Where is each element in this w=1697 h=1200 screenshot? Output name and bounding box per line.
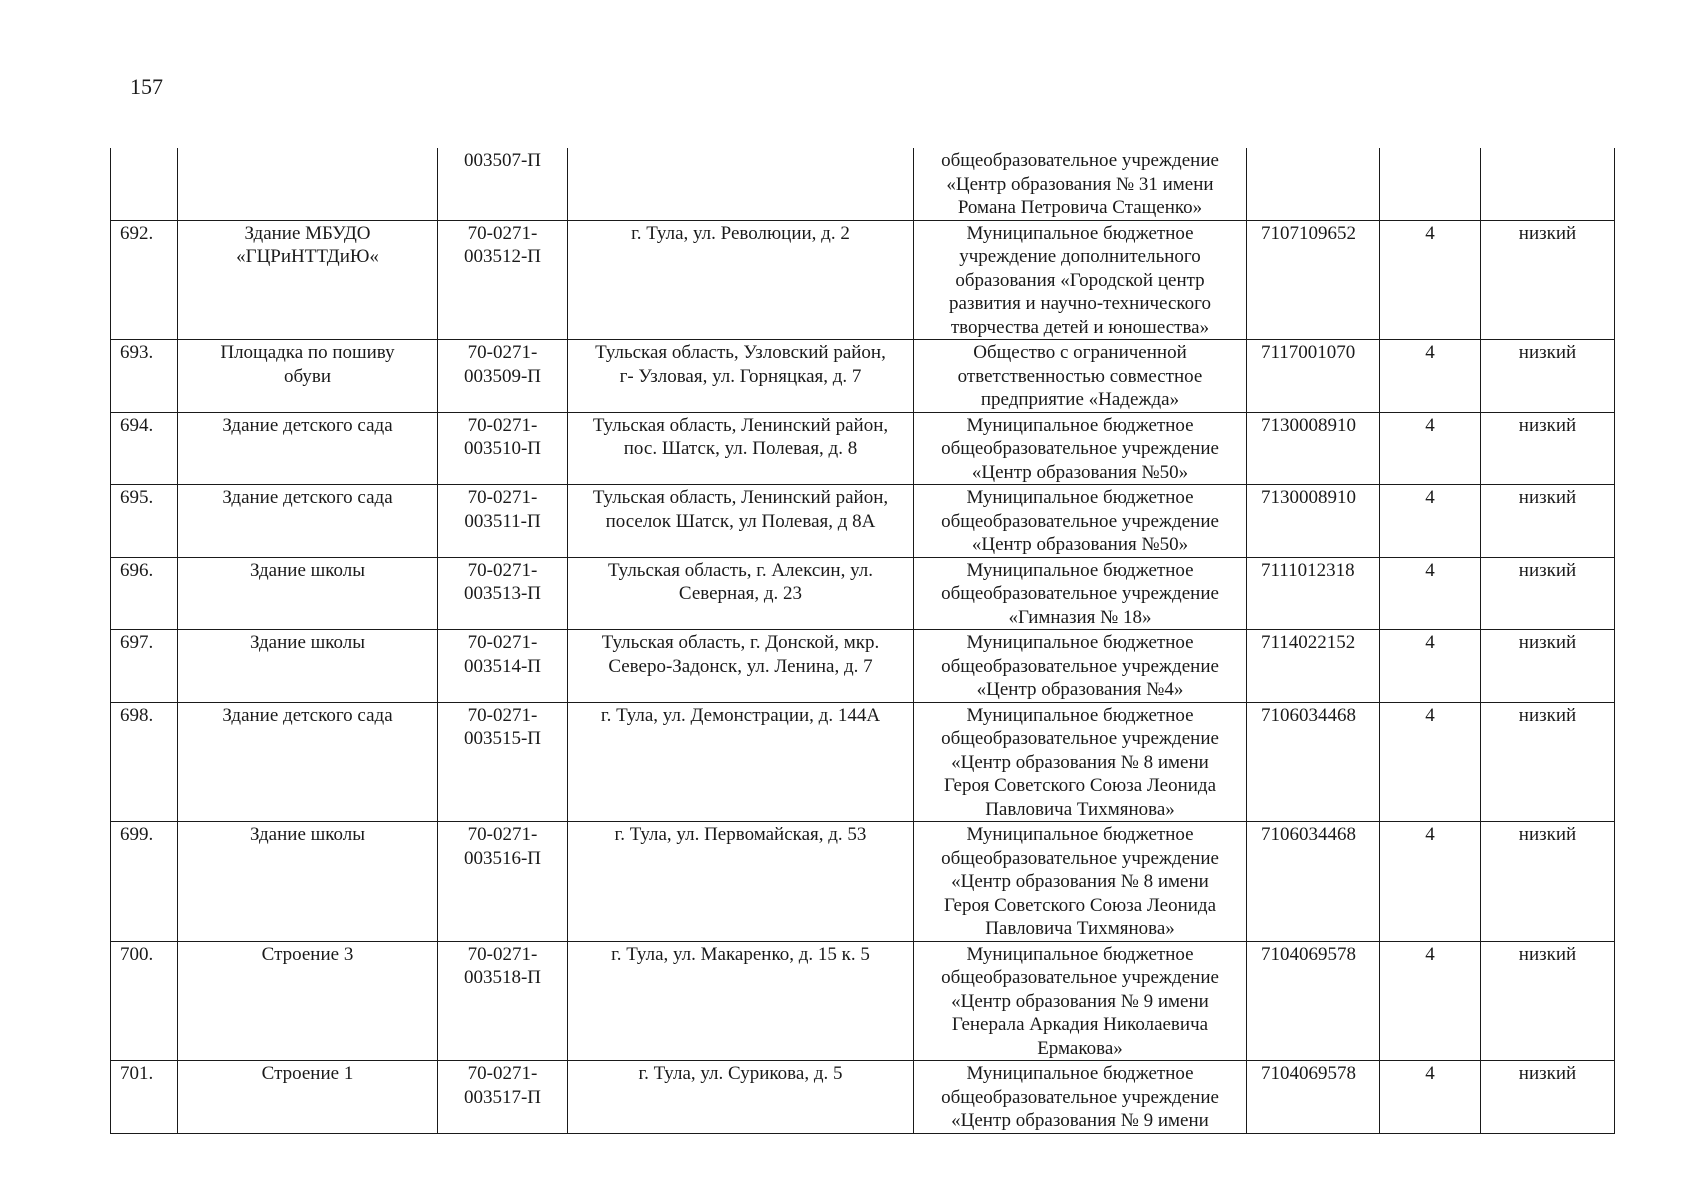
object-code-line: 70-0271- bbox=[467, 342, 538, 363]
organization-name-line: «Центр образования № 8 имени bbox=[951, 871, 1209, 892]
organization-name-line: ответственностью совместное bbox=[957, 365, 1203, 387]
organization-name-line: общеобразовательное учреждение bbox=[941, 510, 1219, 532]
object-name-cell bbox=[178, 485, 438, 558]
object-name-line: «ГЦРиНТТДиЮ« bbox=[236, 246, 379, 267]
object-address-line: Тульская область, Ленинский район, bbox=[592, 487, 889, 508]
object-code-line: 003515-П bbox=[463, 728, 542, 749]
object-code-line: 70-0271- bbox=[467, 824, 538, 845]
object-code-line: 003514-П bbox=[463, 655, 542, 677]
organization-name-cell bbox=[914, 557, 1247, 630]
inn-cell bbox=[1247, 148, 1380, 220]
object-code-cell bbox=[438, 412, 568, 485]
organization-name-line: Муниципальное бюджетное bbox=[966, 222, 1194, 244]
organization-name-cell bbox=[914, 412, 1247, 485]
risk-level-cell: низкий bbox=[1481, 630, 1615, 703]
organization-name-cell bbox=[914, 630, 1247, 703]
object-code-cell bbox=[438, 941, 568, 1061]
row-number-cell: 694. bbox=[111, 412, 178, 485]
object-name-line: обуви bbox=[283, 365, 332, 387]
registry-table-body bbox=[111, 148, 1615, 1133]
inn-cell: 7114022152 bbox=[1247, 630, 1380, 703]
organization-name-line: «Центр образования № 9 имени bbox=[951, 1110, 1209, 1131]
object-name-line: Здание школы bbox=[249, 632, 366, 653]
row-number-cell: 699. bbox=[111, 822, 178, 942]
table-row bbox=[111, 822, 1615, 942]
object-address-cell bbox=[568, 941, 914, 1061]
object-code-line: 70-0271- bbox=[467, 632, 538, 653]
object-address-line: Северо-Задонск, ул. Ленина, д. 7 bbox=[608, 655, 873, 677]
organization-name-line: общеобразовательное учреждение bbox=[941, 438, 1219, 459]
object-code-cell bbox=[438, 630, 568, 703]
risk-category-cell bbox=[1380, 148, 1481, 220]
inn-cell: 7106034468 bbox=[1247, 822, 1380, 942]
row-number-cell: 700. bbox=[111, 941, 178, 1061]
organization-name-line: Муниципальное бюджетное bbox=[966, 1063, 1194, 1084]
object-address-cell bbox=[568, 630, 914, 703]
object-name-line: Здание детского сада bbox=[222, 487, 393, 508]
object-address-line: Северная, д. 23 bbox=[678, 583, 803, 604]
object-address-cell bbox=[568, 485, 914, 558]
risk-level-cell bbox=[1481, 148, 1615, 220]
object-name-cell bbox=[178, 702, 438, 822]
organization-name-cell bbox=[914, 220, 1247, 340]
row-number-cell: 697. bbox=[111, 630, 178, 703]
organization-name-line: общеобразовательное учреждение bbox=[941, 655, 1219, 677]
organization-name-line: Павловича Тихмянова» bbox=[985, 798, 1175, 820]
organization-name-cell bbox=[914, 340, 1247, 413]
object-code-cell bbox=[438, 1061, 568, 1134]
organization-name-line: «Центр образования № 31 имени bbox=[946, 173, 1214, 195]
table-row bbox=[111, 220, 1615, 340]
object-code-cell bbox=[438, 822, 568, 942]
object-address-line: г. Тула, ул. Революции, д. 2 bbox=[631, 222, 850, 244]
object-address-line: Тульская область, г. Алексин, ул. bbox=[608, 559, 873, 581]
organization-name-line: Ермакова» bbox=[1037, 1037, 1123, 1059]
risk-category-cell: 4 bbox=[1380, 630, 1481, 703]
object-address-cell bbox=[568, 702, 914, 822]
organization-name-line: предприятие «Надежда» bbox=[980, 389, 1180, 410]
inn-cell: 7130008910 bbox=[1247, 485, 1380, 558]
organization-name-cell bbox=[914, 485, 1247, 558]
risk-level-cell: низкий bbox=[1481, 220, 1615, 340]
inn-cell: 7111012318 bbox=[1247, 557, 1380, 630]
organization-name-line: общеобразовательное учреждение bbox=[941, 583, 1219, 604]
object-code-cell bbox=[438, 148, 568, 220]
object-code-line: 003517-П bbox=[463, 1086, 542, 1108]
risk-category-cell: 4 bbox=[1380, 1061, 1481, 1134]
risk-level-cell: низкий bbox=[1481, 702, 1615, 822]
organization-name-line: образования «Городской центр bbox=[955, 269, 1205, 291]
risk-level-cell: низкий bbox=[1481, 340, 1615, 413]
object-address-cell bbox=[568, 340, 914, 413]
row-number-cell: 696. bbox=[111, 557, 178, 630]
row-number-cell bbox=[111, 148, 178, 220]
row-number-cell: 698. bbox=[111, 702, 178, 822]
organization-name-line: «Гимназия № 18» bbox=[1008, 606, 1152, 628]
table-row bbox=[111, 340, 1615, 413]
object-name-cell bbox=[178, 822, 438, 942]
organization-name-line: общеобразовательное учреждение bbox=[941, 1086, 1219, 1108]
organization-name-line: Павловича Тихмянова» bbox=[985, 918, 1175, 939]
organization-name-cell bbox=[914, 1061, 1247, 1134]
object-address-cell bbox=[568, 1061, 914, 1134]
object-address-line: г- Узловая, ул. Горняцкая, д. 7 bbox=[619, 365, 862, 387]
object-code-line: 003511-П bbox=[464, 510, 541, 532]
risk-level-cell: низкий bbox=[1481, 412, 1615, 485]
object-code-line: 003509-П bbox=[463, 365, 542, 387]
object-name-line: Площадка по пошиву bbox=[220, 342, 395, 363]
object-address-cell bbox=[568, 557, 914, 630]
risk-category-cell: 4 bbox=[1380, 702, 1481, 822]
organization-name-line: творчества детей и юношества» bbox=[950, 316, 1210, 338]
object-name-line: Здание детского сада bbox=[222, 414, 393, 436]
table-row bbox=[111, 702, 1615, 822]
organization-name-line: Общество с ограниченной bbox=[973, 342, 1187, 363]
organization-name-line: общеобразовательное учреждение bbox=[941, 150, 1219, 171]
organization-name-line: Генерала Аркадия Николаевича bbox=[951, 1014, 1209, 1035]
object-code-line: 003516-П bbox=[463, 847, 542, 869]
table-row bbox=[111, 1061, 1615, 1134]
object-address-line: пос. Шатск, ул. Полевая, д. 8 bbox=[623, 438, 858, 459]
object-code-line: 70-0271- bbox=[467, 559, 538, 581]
risk-category-cell: 4 bbox=[1380, 557, 1481, 630]
object-code-line: 70-0271- bbox=[467, 1063, 538, 1084]
object-address-cell bbox=[568, 220, 914, 340]
row-number-cell: 701. bbox=[111, 1061, 178, 1134]
risk-level-cell: низкий bbox=[1481, 557, 1615, 630]
object-name-cell bbox=[178, 220, 438, 340]
organization-name-line: развития и научно-технического bbox=[949, 293, 1211, 314]
object-name-line: Строение 3 bbox=[261, 943, 354, 965]
object-name-cell bbox=[178, 941, 438, 1061]
table-row bbox=[111, 412, 1615, 485]
object-address-line: Тульская область, Ленинский район, bbox=[592, 414, 889, 436]
object-address-line: Тульская область, г. Донской, мкр. bbox=[601, 632, 880, 653]
object-address-line: г. Тула, ул. Макаренко, д. 15 к. 5 bbox=[611, 943, 870, 965]
organization-name-line: учреждение дополнительного bbox=[959, 246, 1201, 267]
page-number: 157 bbox=[130, 74, 163, 99]
inn-cell: 7104069578 bbox=[1247, 941, 1380, 1061]
object-address-line: г. Тула, ул. Сурикова, д. 5 bbox=[638, 1063, 843, 1084]
object-name-cell bbox=[178, 148, 438, 220]
object-name-cell bbox=[178, 340, 438, 413]
object-code-line: 003510-П bbox=[463, 438, 542, 459]
object-name-line: Здание МБУДО bbox=[244, 222, 371, 244]
risk-category-cell: 4 bbox=[1380, 340, 1481, 413]
object-code-line: 70-0271- bbox=[467, 222, 538, 244]
risk-level-cell: низкий bbox=[1481, 822, 1615, 942]
organization-name-line: «Центр образования №50» bbox=[971, 461, 1189, 483]
object-code-line: 70-0271- bbox=[467, 487, 538, 508]
object-address-line: поселок Шатск, ул Полевая, д 8А bbox=[605, 510, 876, 532]
organization-name-cell bbox=[914, 702, 1247, 822]
organization-name-line: Муниципальное бюджетное bbox=[966, 943, 1194, 965]
organization-name-line: Героя Советского Союза Леонида bbox=[943, 775, 1217, 796]
object-address-line: Тульская область, Узловский район, bbox=[595, 342, 886, 363]
object-address-cell bbox=[568, 822, 914, 942]
object-code-line: 003507-П bbox=[463, 150, 542, 171]
organization-name-line: «Центр образования № 9 имени bbox=[951, 990, 1209, 1012]
organization-name-cell bbox=[914, 148, 1247, 220]
object-address-cell bbox=[568, 148, 914, 220]
object-code-line: 70-0271- bbox=[467, 704, 538, 726]
object-code-cell bbox=[438, 220, 568, 340]
table-row bbox=[111, 485, 1615, 558]
inn-cell: 7130008910 bbox=[1247, 412, 1380, 485]
object-name-cell bbox=[178, 1061, 438, 1134]
organization-name-line: «Центр образования № 8 имени bbox=[951, 751, 1209, 773]
organization-name-cell bbox=[914, 822, 1247, 942]
object-address-cell bbox=[568, 412, 914, 485]
organization-name-line: Муниципальное бюджетное bbox=[966, 559, 1194, 581]
object-name-cell bbox=[178, 412, 438, 485]
organization-name-line: Муниципальное бюджетное bbox=[966, 632, 1194, 653]
organization-name-line: Муниципальное бюджетное bbox=[966, 414, 1194, 436]
table-row bbox=[111, 630, 1615, 703]
object-code-line: 003513-П bbox=[463, 583, 542, 604]
inn-cell: 7107109652 bbox=[1247, 220, 1380, 340]
organization-name-line: Романа Петровича Стащенко» bbox=[957, 197, 1203, 218]
object-name-line: Здание школы bbox=[249, 559, 366, 581]
organization-name-line: общеобразовательное учреждение bbox=[941, 967, 1219, 988]
inn-cell: 7104069578 bbox=[1247, 1061, 1380, 1134]
organization-name-line: общеобразовательное учреждение bbox=[941, 728, 1219, 749]
object-name-cell bbox=[178, 557, 438, 630]
object-code-cell bbox=[438, 485, 568, 558]
organization-name-line: «Центр образования №50» bbox=[971, 534, 1189, 555]
inn-cell: 7117001070 bbox=[1247, 340, 1380, 413]
risk-category-cell: 4 bbox=[1380, 822, 1481, 942]
organization-name-cell bbox=[914, 941, 1247, 1061]
risk-category-cell: 4 bbox=[1380, 220, 1481, 340]
organization-name-line: «Центр образования №4» bbox=[976, 679, 1184, 700]
object-code-line: 003512-П bbox=[463, 246, 542, 267]
risk-category-cell: 4 bbox=[1380, 485, 1481, 558]
row-number-cell: 692. bbox=[111, 220, 178, 340]
inn-cell: 7106034468 bbox=[1247, 702, 1380, 822]
object-code-cell bbox=[438, 340, 568, 413]
risk-level-cell: низкий bbox=[1481, 1061, 1615, 1134]
object-code-cell bbox=[438, 557, 568, 630]
object-address-line: г. Тула, ул. Первомайская, д. 53 bbox=[614, 824, 867, 845]
risk-level-cell: низкий bbox=[1481, 485, 1615, 558]
organization-name-line: общеобразовательное учреждение bbox=[941, 847, 1219, 869]
organization-name-line: Муниципальное бюджетное bbox=[966, 487, 1194, 508]
object-code-line: 70-0271- bbox=[467, 414, 538, 436]
organization-name-line: Муниципальное бюджетное bbox=[966, 824, 1194, 845]
object-code-line: 003518-П bbox=[463, 967, 542, 988]
object-code-line: 70-0271- bbox=[467, 943, 538, 965]
object-code-cell bbox=[438, 702, 568, 822]
object-name-line: Здание школы bbox=[249, 824, 366, 845]
risk-category-cell: 4 bbox=[1380, 941, 1481, 1061]
object-name-cell bbox=[178, 630, 438, 703]
table-row bbox=[111, 941, 1615, 1061]
object-name-line: Строение 1 bbox=[261, 1063, 354, 1084]
organization-name-line: Героя Советского Союза Леонида bbox=[943, 894, 1217, 916]
risk-category-cell: 4 bbox=[1380, 412, 1481, 485]
object-address-line: г. Тула, ул. Демонстрации, д. 144А bbox=[600, 704, 881, 726]
registry-table bbox=[110, 148, 1615, 1134]
object-name-line: Здание детского сада bbox=[222, 704, 393, 726]
row-number-cell: 693. bbox=[111, 340, 178, 413]
risk-level-cell: низкий bbox=[1481, 941, 1615, 1061]
row-number-cell: 695. bbox=[111, 485, 178, 558]
organization-name-line: Муниципальное бюджетное bbox=[966, 704, 1194, 726]
table-row bbox=[111, 148, 1615, 220]
table-row bbox=[111, 557, 1615, 630]
